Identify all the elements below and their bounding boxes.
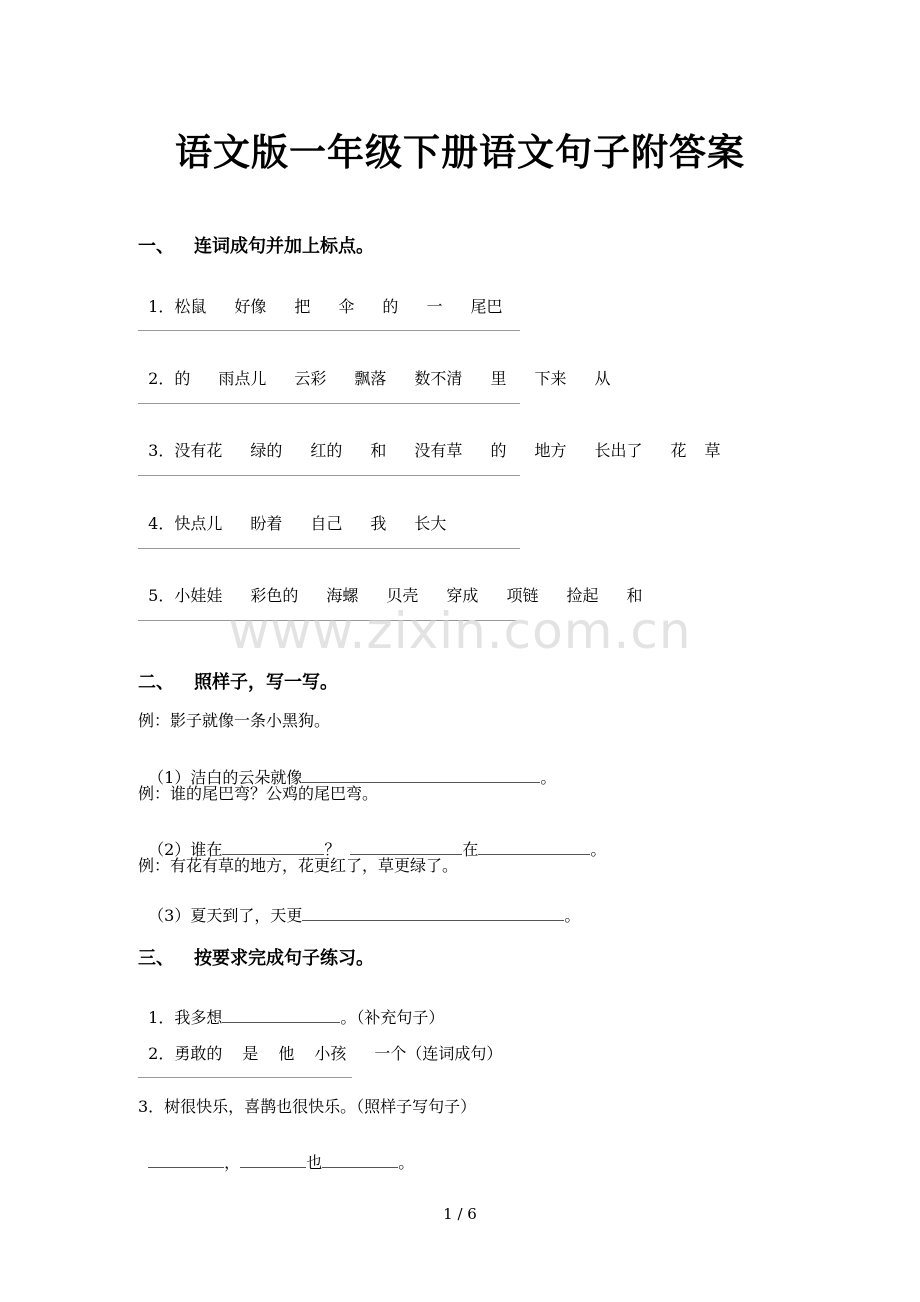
prompt-text: （2）谁在 bbox=[148, 840, 223, 859]
word: 草 bbox=[704, 441, 721, 460]
answer-line bbox=[138, 330, 520, 331]
answer-line bbox=[138, 1077, 352, 1078]
question-item bbox=[138, 421, 721, 461]
question-item bbox=[138, 349, 610, 389]
section-title: 照样子，写一写。 bbox=[194, 672, 338, 693]
word: 勇敢的 bbox=[174, 1044, 223, 1063]
item-number: 5． bbox=[148, 586, 175, 605]
section-title: 连词成句并加上标点。 bbox=[194, 236, 374, 257]
punctuation: 。 bbox=[564, 906, 581, 925]
question-item bbox=[138, 1024, 502, 1064]
prompt-text: （3）夏天到了，天更 bbox=[148, 906, 303, 925]
word: 没有花 bbox=[174, 441, 223, 460]
word: 小娃娃 bbox=[174, 586, 223, 605]
word: 捡起 bbox=[566, 586, 599, 605]
item-number: 2． bbox=[148, 369, 175, 388]
question-item bbox=[138, 566, 642, 606]
answer-template bbox=[138, 1133, 414, 1173]
prompt-text: 。（补充句子） bbox=[340, 1008, 445, 1027]
word: 好像 bbox=[234, 297, 267, 316]
answer-line bbox=[138, 403, 520, 404]
example-sentence: 例：谁的尾巴弯？公鸡的尾巴弯。 bbox=[138, 784, 379, 803]
word: 云彩 bbox=[294, 369, 327, 388]
section-number: 二、 bbox=[138, 672, 174, 693]
word: 盼着 bbox=[250, 514, 283, 533]
word: 没有草 bbox=[414, 441, 463, 460]
punctuation: ， bbox=[224, 1153, 241, 1172]
question-item bbox=[138, 748, 556, 788]
item-number: 4． bbox=[148, 514, 175, 533]
word: 从 bbox=[594, 369, 611, 388]
word: 他 bbox=[278, 1044, 295, 1063]
word: 快点儿 bbox=[174, 514, 223, 533]
prompt-text: 也 bbox=[306, 1153, 323, 1172]
fill-blank[interactable] bbox=[148, 1153, 224, 1168]
word: 飘落 bbox=[354, 369, 387, 388]
word: 自己 bbox=[310, 514, 343, 533]
section-number: 三、 bbox=[138, 948, 174, 969]
section-title: 按要求完成句子练习。 bbox=[194, 948, 374, 969]
fill-blank[interactable] bbox=[302, 906, 564, 921]
punctuation: 。 bbox=[398, 1153, 415, 1172]
fill-blank[interactable] bbox=[240, 1153, 306, 1168]
word: 把 bbox=[294, 297, 311, 316]
word: 绿的 bbox=[250, 441, 283, 460]
word: 红的 bbox=[310, 441, 343, 460]
word: 彩色的 bbox=[250, 586, 299, 605]
punctuation: 。 bbox=[540, 768, 557, 787]
item-number: 2． bbox=[148, 1044, 175, 1063]
word: 的 bbox=[382, 297, 399, 316]
question-item bbox=[138, 494, 446, 534]
page-number: 1 / 6 bbox=[443, 1205, 477, 1223]
word: 和 bbox=[626, 586, 643, 605]
fill-blank[interactable] bbox=[478, 840, 590, 855]
prompt-text: （1）洁白的云朵就像 bbox=[148, 768, 303, 787]
watermark: www.zixin.com.cn bbox=[228, 602, 692, 660]
fill-blank[interactable] bbox=[322, 1153, 398, 1168]
section-heading-1 bbox=[138, 232, 374, 258]
word: 长大 bbox=[414, 514, 447, 533]
word: 松鼠 bbox=[174, 297, 207, 316]
word: 尾巴 bbox=[470, 297, 503, 316]
word: 我 bbox=[370, 514, 387, 533]
word: 花 bbox=[670, 441, 687, 460]
section-heading-3 bbox=[138, 944, 374, 970]
answer-line bbox=[138, 475, 520, 476]
section-number: 一、 bbox=[138, 236, 174, 257]
word: 项链 bbox=[506, 586, 539, 605]
question-item bbox=[138, 886, 580, 926]
word: 是 bbox=[242, 1044, 259, 1063]
word: 伞 bbox=[338, 297, 355, 316]
word: 雨点儿 bbox=[218, 369, 267, 388]
word: 长出了 bbox=[594, 441, 643, 460]
word: 和 bbox=[370, 441, 387, 460]
word: 贝壳 bbox=[386, 586, 419, 605]
punctuation: ？ bbox=[324, 840, 341, 859]
example-sentence: 例：有花有草的地方，花更红了，草更绿了。 bbox=[138, 856, 459, 875]
prompt-text: 在 bbox=[462, 840, 479, 859]
item-number: 1． bbox=[148, 297, 175, 316]
fill-blank[interactable] bbox=[302, 768, 540, 783]
word: 一 bbox=[426, 297, 443, 316]
word: 小孩 bbox=[314, 1044, 347, 1063]
question-item bbox=[138, 820, 606, 860]
word: 下来 bbox=[534, 369, 567, 388]
word: 一个（连词成句） bbox=[374, 1044, 503, 1063]
question-item bbox=[138, 277, 502, 317]
item-number: 3． bbox=[148, 441, 175, 460]
word: 的 bbox=[174, 369, 191, 388]
word: 数不清 bbox=[414, 369, 463, 388]
question-item bbox=[138, 988, 444, 1028]
section-heading-2 bbox=[138, 668, 338, 694]
word: 的 bbox=[490, 441, 507, 460]
word: 穿成 bbox=[446, 586, 479, 605]
word: 地方 bbox=[534, 441, 567, 460]
word: 里 bbox=[490, 369, 507, 388]
question-item: 3．树很快乐，喜鹊也很快乐。（照样子写句子） bbox=[138, 1097, 477, 1116]
fill-blank[interactable] bbox=[222, 1008, 340, 1023]
prompt-text: 1．我多想 bbox=[148, 1008, 223, 1027]
answer-line bbox=[138, 548, 520, 549]
fill-blank[interactable] bbox=[350, 840, 462, 855]
example-sentence: 例：影子就像一条小黑狗。 bbox=[138, 711, 331, 730]
punctuation: 。 bbox=[590, 840, 607, 859]
page-title: 语文版一年级下册语文句子附答案 bbox=[175, 130, 745, 174]
word: 海螺 bbox=[326, 586, 359, 605]
fill-blank[interactable] bbox=[222, 840, 324, 855]
